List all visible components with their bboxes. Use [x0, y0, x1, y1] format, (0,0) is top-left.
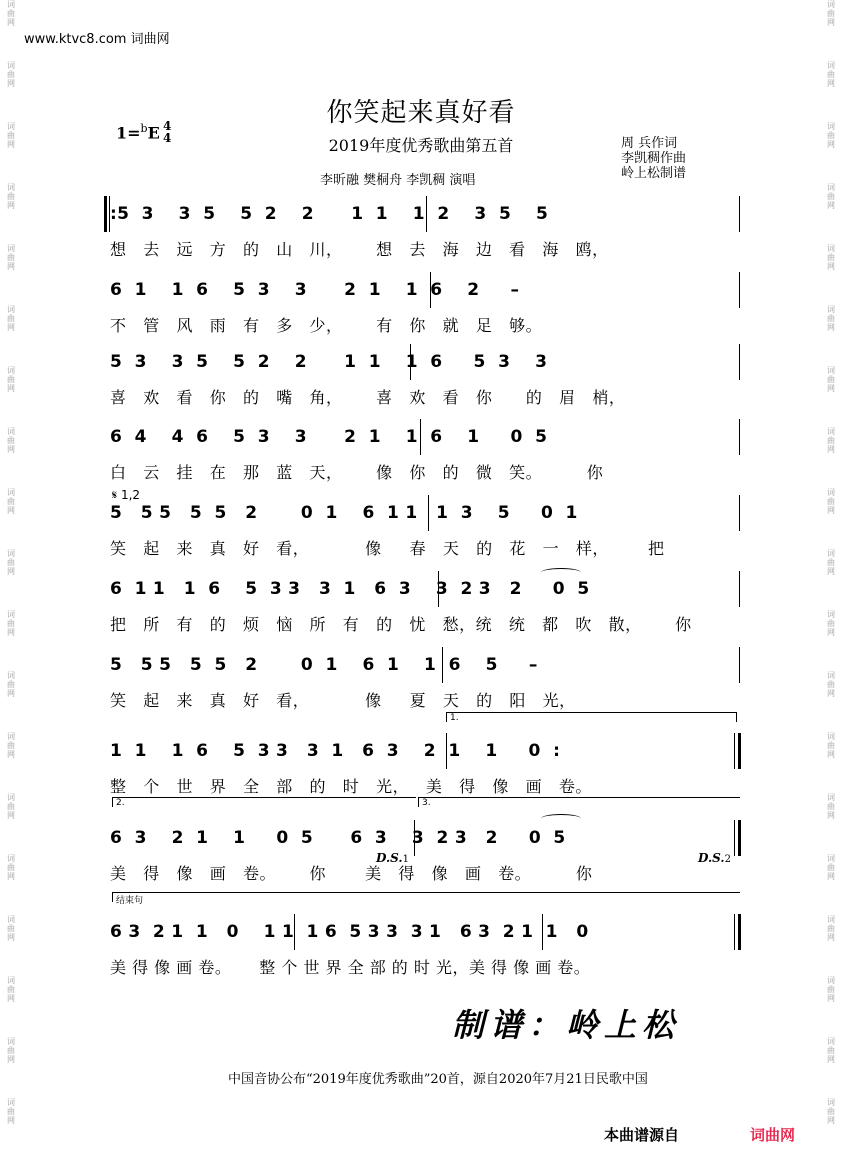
- notes: 5 3 3 5 5 2 2 1 1 1 6 5 3 3: [110, 352, 548, 372]
- watermark-text: 词 曲 网: [827, 183, 835, 210]
- tie-mark: [541, 568, 581, 577]
- score-row-3: [104, 352, 740, 408]
- score-row-10: [104, 922, 740, 978]
- song-subtitle: 2019年度优秀歌曲第五首: [328, 136, 514, 155]
- watermark-text: 词 曲 网: [827, 915, 835, 942]
- watermark-text: 词 曲 网: [7, 244, 15, 271]
- site-url[interactable]: www.ktvc8.com 词曲网: [24, 32, 170, 47]
- watermark-text: 词 曲 网: [7, 915, 15, 942]
- watermark-text: 词 曲 网: [827, 732, 835, 759]
- key-signature: 1=$^b$E: [116, 122, 160, 143]
- watermark-text: 词 曲 网: [7, 610, 15, 637]
- watermark-text: 词 曲 网: [7, 1037, 15, 1064]
- watermark-text: 词 曲 网: [827, 1098, 835, 1125]
- singers: 李昕融 樊桐舟 李凯稠 演唱: [320, 173, 476, 188]
- volta-second: 2.: [112, 797, 416, 807]
- watermark-text: 词 曲 网: [827, 122, 835, 149]
- watermark-text: 词 曲 网: [7, 732, 15, 759]
- score-row-2: [104, 280, 740, 336]
- time-signature: 4 4: [163, 119, 172, 145]
- lyric: 把 所 有 的 烦 恼 所 有 的 忧 愁，统 统 都 吹 散， 你: [110, 615, 692, 634]
- watermark-text: 词 曲 网: [7, 0, 15, 27]
- watermark-text: 词 曲 网: [7, 427, 15, 454]
- score-row-6: [104, 579, 740, 635]
- watermark-text: 词 曲 网: [827, 0, 835, 27]
- song-title: 你笑起来真好看: [326, 98, 516, 128]
- watermark-text: 词 曲 网: [827, 854, 835, 881]
- watermark-text: 词 曲 网: [7, 488, 15, 515]
- notes: 1 1 1 6 5 3 3 3 1 6 3 2 1 1 0 :: [110, 741, 561, 761]
- score-row-9: [104, 828, 740, 884]
- volta-first: 1.: [446, 712, 737, 722]
- watermark-text: 词 曲 网: [7, 183, 15, 210]
- watermark-text: 词 曲 网: [827, 976, 835, 1003]
- watermark-text: 词 曲 网: [827, 305, 835, 332]
- segno-mark: 𝄋 1,2: [112, 488, 141, 502]
- watermark-left: [2, 0, 20, 1171]
- composer: 李凯稠作曲: [621, 151, 687, 166]
- watermark-text: 词 曲 网: [827, 671, 835, 698]
- notes: 5 5 5 5 5 2 0 1 6 1 1 6 5 –: [110, 655, 538, 675]
- notes: 6 1 1 1 6 5 3 3 3 1 6 3 3 2 3 2 0 5: [110, 579, 590, 599]
- score-row-8: [104, 741, 740, 797]
- watermark-text: 词 曲 网: [7, 1098, 15, 1125]
- arranger-signature: 制谱：岭上松: [452, 1006, 681, 1044]
- watermark-text: 词 曲 网: [7, 366, 15, 393]
- lyric: 想 去 远 方 的 山 川， 想 去 海 边 看 海 鸥，: [110, 240, 609, 259]
- watermark-text: 词 曲 网: [7, 976, 15, 1003]
- lyric: 美 得 像 画 卷。 整 个 世 界 全 部 的 时 光，美 得 像 画 卷。: [110, 958, 591, 977]
- notes: 6 3 2 1 1 0 1 1 1 6 5 3 3 3 1 6 3 2 1 1 0: [110, 922, 589, 942]
- arranger: 岭上松制谱: [621, 166, 687, 181]
- watermark-text: 词 曲 网: [7, 61, 15, 88]
- lyric: 笑 起 来 真 好 看， 像 夏 天 的 阳 光，: [110, 691, 576, 710]
- lyric: 喜 欢 看 你 的 嘴 角， 喜 欢 看 你 的 眉 梢，: [110, 388, 626, 407]
- notes: 6 3 2 1 1 0 5 6 3 3 2 3 2 0 5: [110, 828, 566, 848]
- score-row-1: [104, 204, 740, 260]
- watermark-text: 词 曲 网: [7, 549, 15, 576]
- watermark-text: 词 曲 网: [827, 366, 835, 393]
- source-label: 本曲谱源自: [604, 1126, 680, 1144]
- notes: 5 5 5 5 5 2 0 1 6 1 1 1 3 5 0 1: [110, 503, 578, 523]
- lyric: 笑 起 来 真 好 看， 像 春 天 的 花 一 样， 把: [110, 539, 665, 558]
- watermark-text: 词 曲 网: [827, 61, 835, 88]
- watermark-text: 词 曲 网: [7, 122, 15, 149]
- watermark-right: [822, 0, 840, 1171]
- notes: 6 1 1 6 5 3 3 2 1 1 6 2 –: [110, 280, 520, 300]
- volta-ending: 结束句: [112, 892, 740, 902]
- score-row-5: [104, 503, 740, 559]
- notes: :5 3 3 5 5 2 2 1 1 1 2 3 5 5: [110, 204, 549, 224]
- watermark-text: 词 曲 网: [827, 793, 835, 820]
- watermark-text: 词 曲 网: [7, 793, 15, 820]
- watermark-text: 词 曲 网: [7, 854, 15, 881]
- tie-mark: [541, 814, 581, 823]
- lyric: 整 个 世 界 全 部 的 时 光， 美 得 像 画 卷。: [110, 777, 592, 796]
- lyric: 白 云 挂 在 那 蓝 天， 像 你 的 微 笑。 你: [110, 463, 604, 482]
- watermark-text: 词 曲 网: [827, 549, 835, 576]
- notes: 6 4 4 6 5 3 3 2 1 1 6 1 0 5: [110, 427, 548, 447]
- lyric: 美 得 像 画 卷。 你 美 得 像 画 卷。 你: [110, 864, 593, 883]
- score-row-7: [104, 655, 740, 711]
- volta-third: 3.: [418, 797, 740, 807]
- ds-mark-2: D.S.2: [698, 851, 731, 865]
- score-row-4: [104, 427, 740, 483]
- watermark-text: 词 曲 网: [827, 427, 835, 454]
- watermark-text: 词 曲 网: [7, 305, 15, 332]
- brand-logo[interactable]: 词曲网: [750, 1126, 796, 1144]
- watermark-text: 词 曲 网: [827, 610, 835, 637]
- watermark-text: 词 曲 网: [7, 671, 15, 698]
- watermark-text: 词 曲 网: [827, 244, 835, 271]
- source-note: 中国音协公布“2019年度优秀歌曲”20首，源自2020年7月21日民歌中国: [228, 1072, 648, 1087]
- watermark-text: 词 曲 网: [827, 488, 835, 515]
- credits: [621, 136, 686, 181]
- lyric: 不 管 风 雨 有 多 少， 有 你 就 足 够。: [110, 316, 543, 335]
- lyricist: 周 兵作词: [621, 136, 678, 151]
- ds-mark-1: D.S.1: [376, 851, 409, 865]
- watermark-text: 词 曲 网: [827, 1037, 835, 1064]
